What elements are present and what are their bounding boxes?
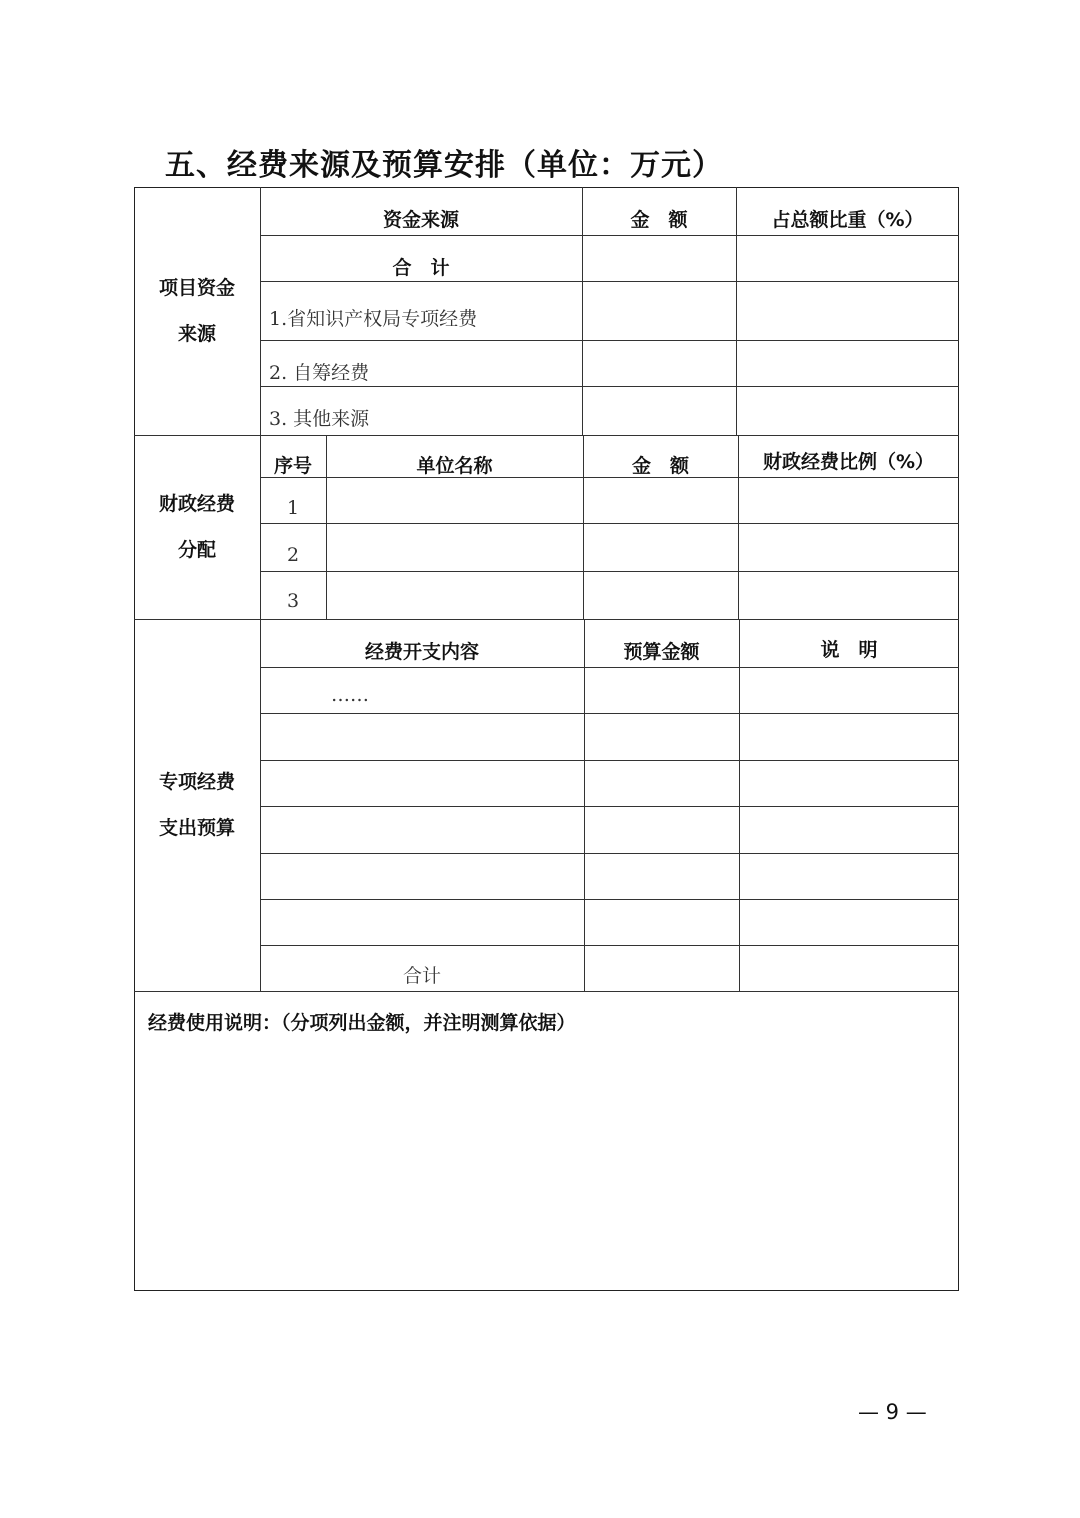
row-line <box>260 853 959 854</box>
row-line <box>260 760 959 761</box>
header-unit-name: 单位名称 <box>416 454 493 477</box>
label-line: 专项经费 <box>158 771 235 793</box>
row-provincial-ip-funds: 1.省知识产权局专项经费 <box>269 307 478 330</box>
col-line <box>584 619 585 991</box>
section-title: 五、经费来源及预算安排（单位：万元） <box>165 148 723 183</box>
page-number: — 9 — <box>858 1400 927 1424</box>
header-serial: 序号 <box>273 454 312 477</box>
serial-number: 3 <box>286 590 300 612</box>
row-line <box>260 523 959 524</box>
row-line <box>260 340 959 341</box>
label-line: 支出预算 <box>158 817 235 839</box>
header-fiscal-ratio: 财政经费比例（%） <box>762 450 935 473</box>
label-line: 来源 <box>177 323 216 345</box>
header-expense-content: 经费开支内容 <box>364 640 479 663</box>
row-other-sources: 3. 其他来源 <box>269 407 370 430</box>
header-amount: 金 额 <box>631 454 689 477</box>
funding-source-label <box>134 187 260 435</box>
header-amount: 金 额 <box>630 208 688 231</box>
header-percentage: 占总额比重（%） <box>771 208 924 231</box>
header-budget-amount: 预算金额 <box>623 640 700 663</box>
row-line <box>260 899 959 900</box>
label-line: 财政经费 <box>158 493 235 515</box>
serial-number: 1 <box>286 497 300 519</box>
label-line: 项目资金 <box>158 277 235 299</box>
allocation-label <box>134 435 260 619</box>
row-total: 合 计 <box>392 256 450 279</box>
ellipsis-row: …… <box>331 684 369 706</box>
budget-label <box>134 619 260 991</box>
row-line <box>260 571 959 572</box>
col-line <box>739 619 740 991</box>
row-line <box>260 945 959 946</box>
row-self-raised-funds: 2. 自筹经费 <box>269 361 370 384</box>
usage-note: 经费使用说明：（分项列出金额，并注明测算依据） <box>148 1012 576 1034</box>
serial-number: 2 <box>286 544 300 566</box>
budget-total: 合计 <box>402 964 441 987</box>
header-funding-source: 资金来源 <box>382 208 459 231</box>
row-line <box>260 806 959 807</box>
label-line: 分配 <box>177 539 216 561</box>
header-description: 说 明 <box>820 638 878 661</box>
